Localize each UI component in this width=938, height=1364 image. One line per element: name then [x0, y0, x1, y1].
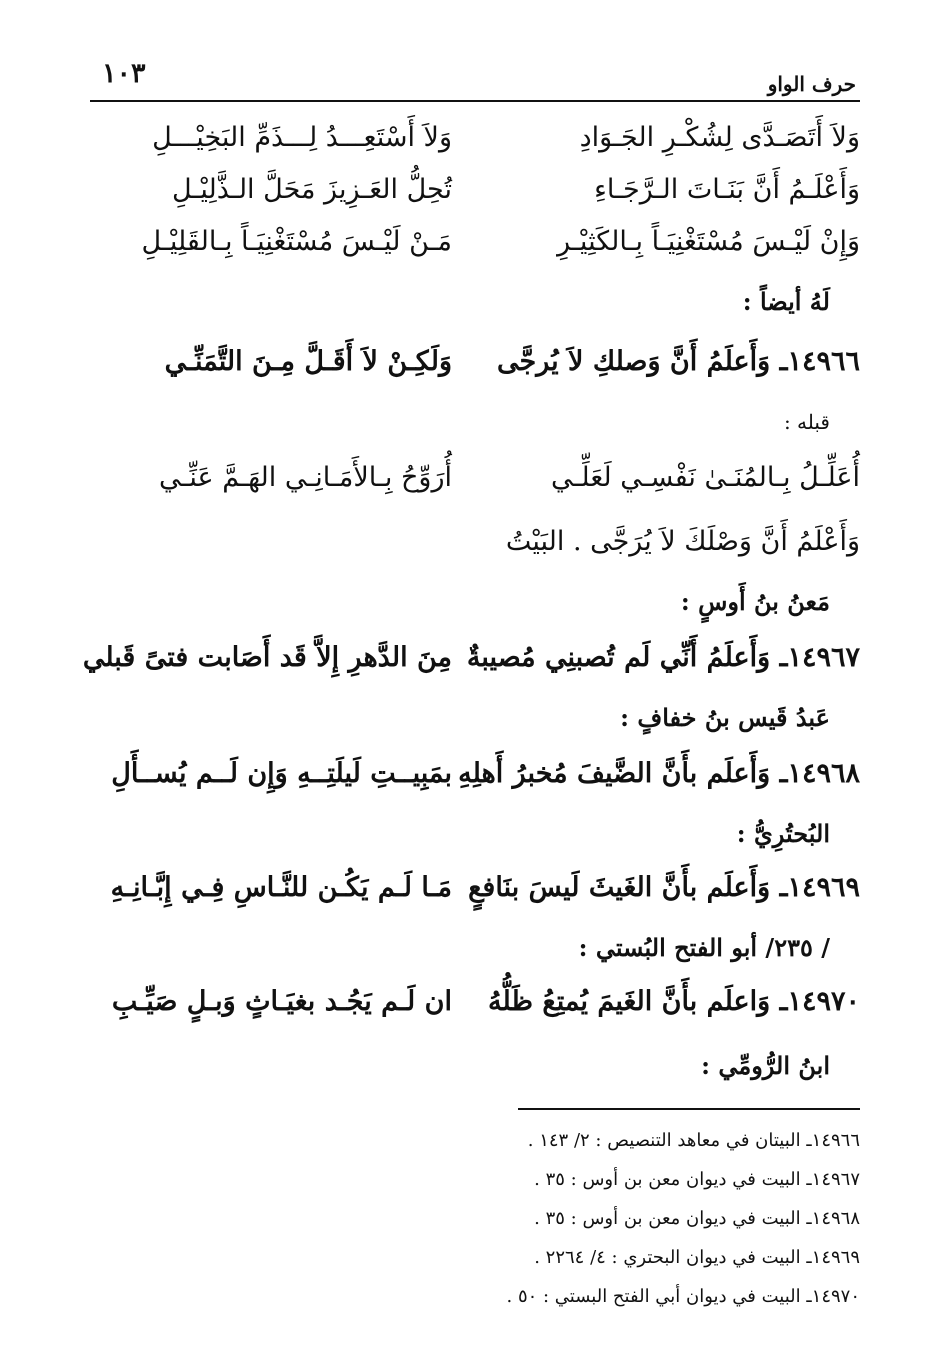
verse-line [0, 108, 938, 168]
running-title: حرف الواو [767, 72, 856, 96]
verse-second-hemistich: تُحِلُّ العَـزِيزَ مَحَلَّ الـذَّلِيْـلِ [172, 174, 452, 205]
page-number: ١٠٣ [102, 58, 146, 89]
poet-heading [0, 804, 938, 864]
heading-text: ابنُ الرُّومِّي : [701, 1051, 830, 1080]
heading-text: البُحتُرِيُّ : [736, 819, 830, 848]
verse-second-hemistich: مَـا لَـم يَكُـن للنَّـاسِ فِـي إِبَّـانِـهِ [110, 872, 452, 903]
verse-line [0, 628, 938, 688]
verse-line [0, 972, 938, 1032]
verse-second-hemistich: أُرَوِّحُ بِـالأَمَـانِـي الهَـمَّ عَنِّـي [158, 462, 452, 493]
verse-first-hemistich: ١٤٩٦٨ـ وَأَعلَم بأَنَّ الضَّيفَ مُخبرُ أَهلِهِ [458, 758, 860, 789]
verse-line [0, 160, 938, 220]
footnote-divider [518, 1108, 860, 1110]
footnote-line: ١٤٩٦٧ـ البيت في ديوان معن بن أوس : ٣٥ . [534, 1169, 860, 1190]
verse-first-hemistich: ١٤٩٦٧ـ وَأَعلَمُ أَنِّي لَم تُصبنِي مُصيبةٌ [466, 642, 860, 673]
verse-line [0, 448, 938, 508]
verse-first-hemistich: أُعَلِّـلُ بِـالمُنَـىٰ نَفْسِـي لَعَلِّـي [551, 462, 860, 493]
page-header [90, 52, 860, 102]
verse-second-hemistich: مِنَ الدَّهرِ إِلاَّ قَد أَصَابت فتىً قَبلي [82, 642, 452, 673]
verse-line [0, 512, 938, 572]
poet-heading [0, 572, 938, 632]
verse-line [0, 332, 938, 392]
verse-second-hemistich: وَلاَ أَسْتَعِـــدُ لِـــذَمِّ البَخِيْـــلِ [152, 122, 452, 153]
verse-second-hemistich: ان لَـم يَجُـد بغيَـاثٍ وَبـلٍ صَيِّـبِ [111, 986, 452, 1017]
verse-first-hemistich: وَلاَ أَتَصَـدَّى لِشُكْـرِ الجَـوَادِ [579, 122, 860, 153]
verse-second-hemistich: وَلَكِـنْ لاَ أَقَـلَّ مِـنَ التَّمَنِّـي [164, 346, 452, 377]
heading-text: عَبدُ قَيس بنُ خفافٍ : [620, 703, 830, 732]
verse-first-hemistich: وَإِنْ لَيْـسَ مُسْتَغْنِيَـاً بِـالكَثِيْـرِ [557, 226, 860, 257]
verse-first-hemistich: ١٤٩٦٦ـ وَأَعلَمُ أَنَّ وَصلكِ لاَ يُرجَّى [497, 346, 860, 377]
verse-line [0, 858, 938, 918]
poet-heading [0, 1036, 938, 1096]
footnote-line: ١٤٩٦٨ـ البيت في ديوان معن بن أوس : ٣٥ . [534, 1208, 860, 1229]
verse-line [0, 744, 938, 804]
poet-heading [0, 688, 938, 748]
heading-text: قبله : [783, 410, 830, 434]
poet-heading [0, 918, 938, 978]
heading-text: مَعنُ بنُ أَوسٍ : [680, 587, 830, 616]
poet-heading [0, 392, 938, 452]
verse-first-hemistich: وَأَعْلَـمُ أَنَّ بَنَـاتَ الـرَّجَـاءِ [594, 174, 860, 205]
heading-text: / ٢٣٥/ أبو الفتح البُستي : [578, 933, 830, 962]
footnote-line: ١٤٩٦٦ـ البيتان في معاهد التنصيص : ٢/ ١٤٣ . [527, 1130, 860, 1151]
verse-first-hemistich: ١٤٩٧٠ـ وَاعلَم بأَنَّ الغَيمَ يُمتِعُ ظَلُّهُ [488, 986, 860, 1017]
verse-second-hemistich: مَـنْ لَيْـسَ مُسْتَغْنِيَـاً بِـالقَلِيْـلِ [141, 226, 452, 257]
footnote-line: ١٤٩٧٠ـ البيت في ديوان أبي الفتح البستي : ٥٠ . [506, 1286, 860, 1307]
footnote-line: ١٤٩٦٩ـ البيت في ديوان البحتري : ٤/ ٢٢٦٤ . [534, 1247, 860, 1268]
heading-text: لَهُ أيضاً : [742, 287, 830, 316]
verse-first-hemistich: وَأَعْلَمُ أَنَّ وَصْلَكَ لاَ يُرَجَّى . البَيْتُ [505, 526, 860, 557]
verse-second-hemistich: بمَبِيــتِ لَيلَتِــهِ وَإِن لَــم يُســأَلِ [111, 758, 452, 789]
verse-line [0, 212, 938, 272]
header-divider [90, 100, 860, 102]
verse-first-hemistich: ١٤٩٦٩ـ وَأَعلَم بأَنَّ الغَيثَ لَيسَ بنَافعٍ [468, 872, 860, 903]
poet-heading [0, 272, 938, 332]
